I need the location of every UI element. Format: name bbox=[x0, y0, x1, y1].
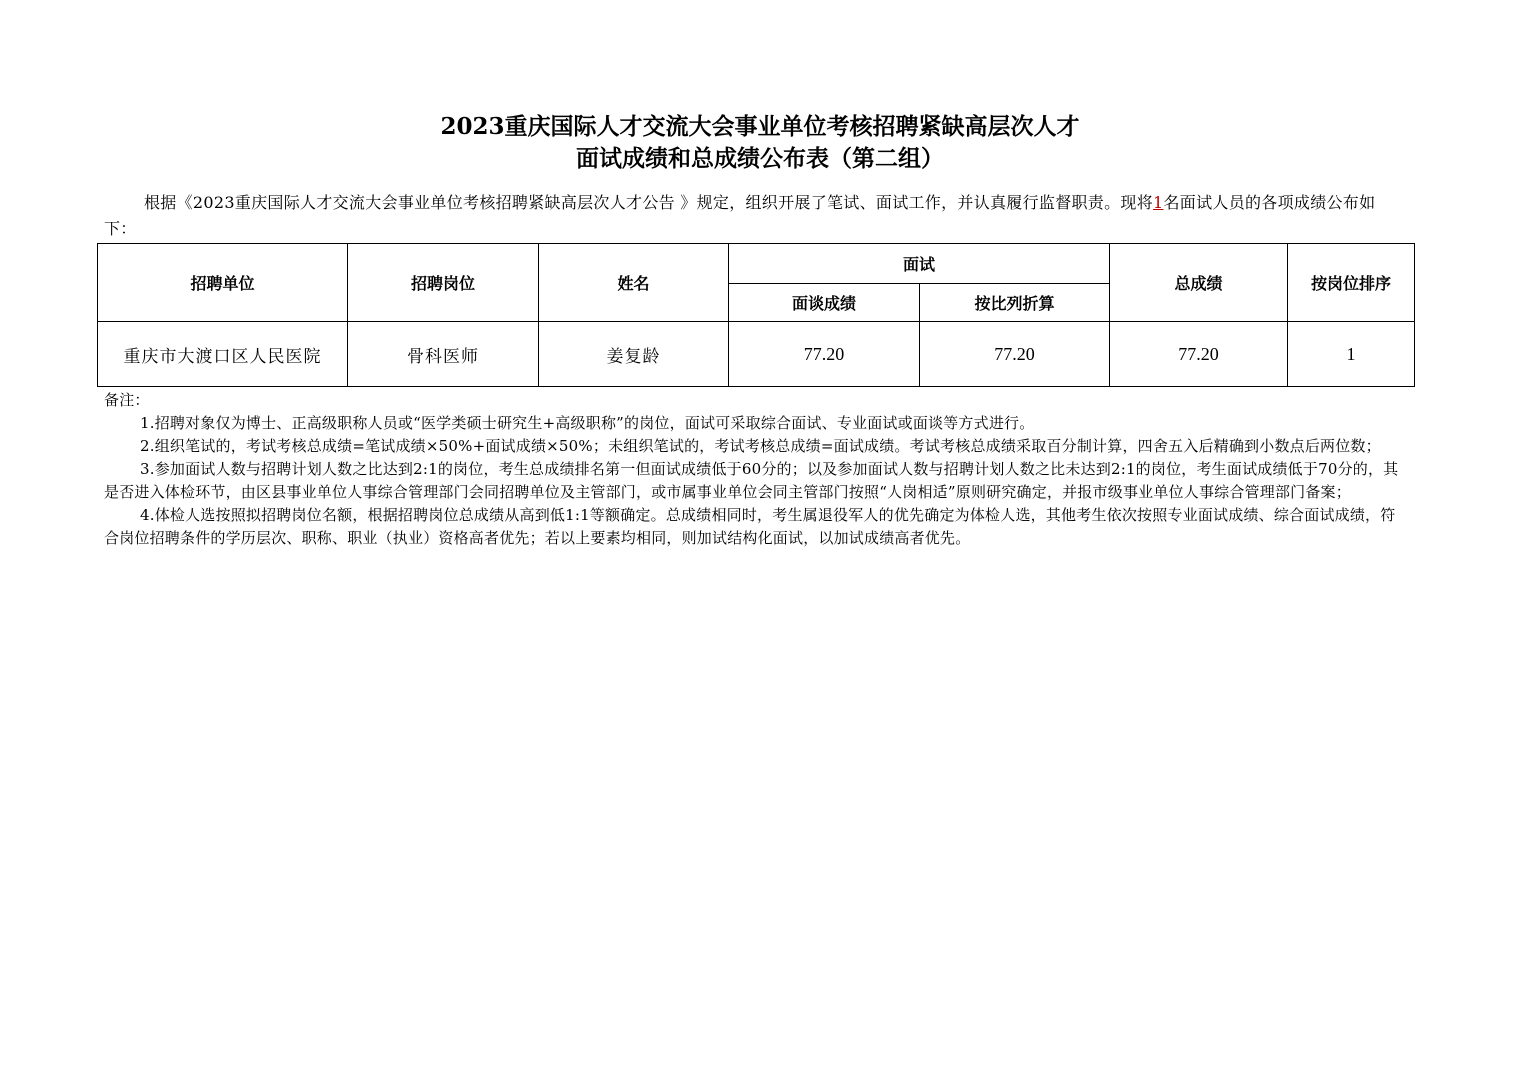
cell-total: 77.20 bbox=[1110, 322, 1288, 387]
note-item-1: 1.招聘对象仅为博士、正高级职称人员或“医学类硕士研究生+高级职称”的岗位，面试可采取综合面试、专业面试或面谈等方式进行。 bbox=[140, 414, 1035, 432]
table-row bbox=[98, 322, 1415, 387]
cell-name: 姜复龄 bbox=[539, 322, 729, 387]
page-subtitle: 面试成绩和总成绩公布表（第二组） bbox=[576, 145, 944, 172]
intro-text-before: 根据《2023重庆国际人才交流大会事业单位考核招聘紧缺高层次人才公告 》规定，组织开展了笔试、面试工作，并认真履行监督职责。现将 bbox=[144, 193, 1154, 212]
intro-paragraph bbox=[104, 190, 1404, 242]
header-interview: 面试 bbox=[729, 244, 1110, 284]
header-total: 总成绩 bbox=[1110, 244, 1288, 322]
cell-unit: 重庆市大渡口区人民医院 bbox=[98, 322, 348, 387]
notes-section bbox=[104, 389, 1404, 550]
header-position: 招聘岗位 bbox=[348, 244, 539, 322]
page-title: 2023重庆国际人才交流大会事业单位考核招聘紧缺高层次人才 bbox=[440, 113, 1080, 140]
cell-position: 骨科医师 bbox=[348, 322, 539, 387]
cell-interview-score: 77.20 bbox=[729, 322, 920, 387]
candidate-count: 1 bbox=[1153, 193, 1164, 212]
notes-title: 备注： bbox=[104, 391, 150, 409]
header-unit: 招聘单位 bbox=[98, 244, 348, 322]
cell-converted: 77.20 bbox=[920, 322, 1110, 387]
header-name: 姓名 bbox=[539, 244, 729, 322]
header-rank: 按岗位排序 bbox=[1288, 244, 1415, 322]
header-interview-score: 面谈成绩 bbox=[729, 284, 920, 322]
intro-text-after: 名面试人员的各项成绩公布如下： bbox=[104, 193, 1376, 238]
table-header-row bbox=[98, 244, 1415, 284]
results-table bbox=[97, 243, 1415, 387]
note-item-2: 2.组织笔试的，考试考核总成绩=笔试成绩×50%+面试成绩×50%；未组织笔试的，考试考核总成绩=面试成绩。考试考核总成绩采取百分制计算，四舍五入后精确到小数点后两位数； bbox=[140, 437, 1381, 455]
note-item-4: 4.体检人选按照拟招聘岗位名额，根据招聘岗位总成绩从高到低1:1等额确定。总成绩相同时，考生属退役军人的优先确定为体检人选，其他考生依次按照专业面试成绩、综合面试成绩，符合岗位招聘条件的学历层次、职称、职业（执业）资格高者优先；若以上要素均相同，则加试结构化面试，以加试成绩高者优先。 bbox=[104, 506, 1396, 547]
note-item-3: 3.参加面试人数与招聘计划人数之比达到2:1的岗位，考生总成绩排名第一但面试成绩低于60分的；以及参加面试人数与招聘计划人数之比未达到2:1的岗位，考生面试成绩低于70分的，其是否进入体检环节，由区县事业单位人事综合管理部门会同招聘单位及主管部门，或市属事业单位会同主管部门按照“人岗相适”原则研究确定，并报市级事业单位人事综合管理部门备案； bbox=[104, 460, 1399, 501]
cell-rank: 1 bbox=[1288, 322, 1415, 387]
header-converted: 按比列折算 bbox=[920, 284, 1110, 322]
